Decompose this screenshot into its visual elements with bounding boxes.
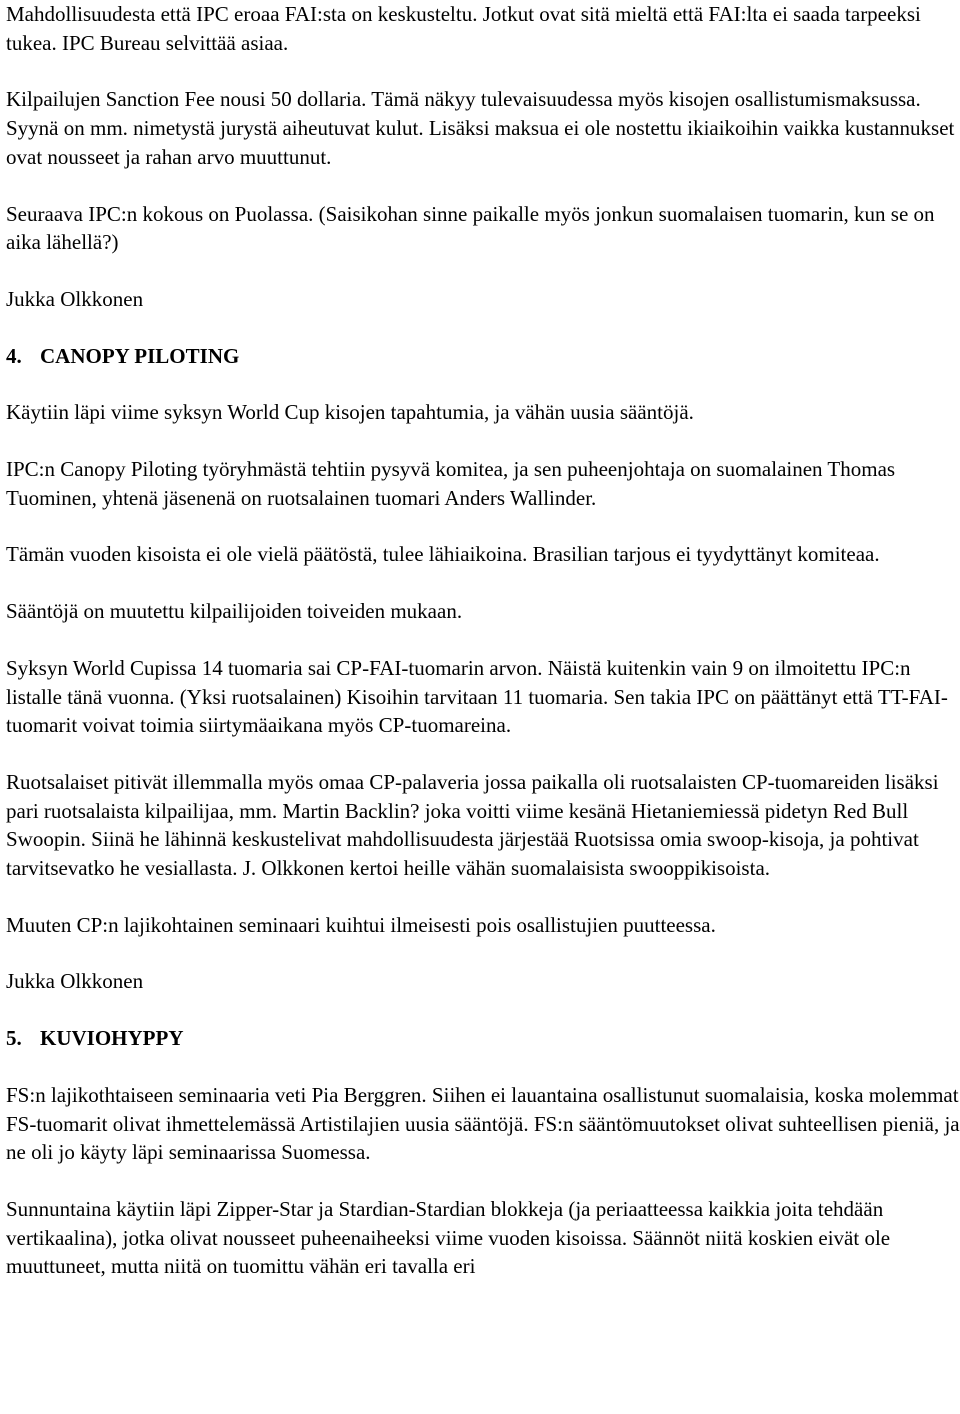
section-title: CANOPY PILOTING <box>40 343 240 368</box>
section-number: 5. <box>6 1026 22 1051</box>
author-signature: Jukka Olkkonen <box>6 286 144 311</box>
paragraph-cp-committee: IPC:n Canopy Piloting työryhmästä tehtiin pysyvä komitea, ja sen puheenjohtaja on suomalainen Thomas Tuominen, yhtenä jäsenenä on ruotsalainen tuomari Anders Wallinder. <box>6 457 896 510</box>
paragraph-cp-judges: Syksyn World Cupissa 14 tuomaria sai CP-FAI-tuomarin arvon. Näistä kuitenkin vain 9 on ilmoitettu IPC:n listalle tänä vuonna. (Yksi ruotsalainen) Kisoihin tarvitaan 11 tuomaria. Sen takia IPC on päättänyt että TT-FAI-tuomarit voivat toimia siirtymäaikana myös CP-tuomareina. <box>6 655 948 738</box>
paragraph-fs-seminar: FS:n lajikothtaiseen seminaaria veti Pia Berggren. Siihen ei lauantaina osallistunut suomalaisia, koska molemmat FS-tuomarit olivat ihmettelemässä Artistilajien uusia sääntöjä. FS:n sääntömuutokset olivat suhteellisen pieniä, ja ne oli jo käyty läpi seminaarissa Suomessa. <box>6 1082 960 1165</box>
author-signature: Jukka Olkkonen <box>6 969 144 994</box>
paragraph-world-cup-review: Käytiin läpi viime syksyn World Cup kisojen tapahtumia, ja vähän uusia sääntöjä. <box>6 400 694 425</box>
paragraph-sunday-blocks: Sunnuntaina käytiin läpi Zipper-Star ja Stardian-Stardian blokkeja (ja periaatteessa kaikkia joita tehdään vertikaalina), jotka olivat nousseet puheenaiheeksi viime vuoden kisoissa. Säännöt niitä koskien eivät ole muuttuneet, mutta niitä on tuomittu vähän eri tavalla eri <box>6 1196 891 1279</box>
section-title: KUVIOHYPPY <box>40 1026 184 1051</box>
section-heading-kuviohyppy <box>6 1024 960 1053</box>
paragraph-sanction-fee: Kilpailujen Sanction Fee nousi 50 dollaria. Tämä näkyy tulevaisuudessa myös kisojen osallistumismaksussa. Syynä on mm. nimetystä jurystä aiheutuvat kulut. Lisäksi maksua ei ole nostettu ikiaikoihin vaikka kustannukset ovat nousseet ja rahan arvo muuttunut. <box>6 87 955 169</box>
paragraph-next-meeting: Seuraava IPC:n kokous on Puolassa. (Saisikohan sinne paikalle myös jonkun suomalaisen tuomarin, kun se on aika lähellä?) <box>6 201 935 255</box>
paragraph-cp-seminar: Muuten CP:n lajikohtainen seminaari kuihtui ilmeisesti pois osallistujien puutteessa. <box>6 912 716 937</box>
paragraph-this-year-competitions: Tämän vuoden kisoista ei ole vielä päätöstä, tulee lähiaikoina. Brasilian tarjous ei tyydyttänyt komiteaa. <box>6 542 880 567</box>
paragraph-rules-changed: Sääntöjä on muutettu kilpailijoiden toiveiden mukaan. <box>6 599 463 624</box>
section-heading-canopy-piloting <box>6 342 960 371</box>
section-number: 4. <box>6 343 22 368</box>
paragraph-swedish-cp-meeting: Ruotsalaiset pitivät illemmalla myös omaa CP-palaveria jossa paikalla oli ruotsalaisten CP-tuomareiden lisäksi pari ruotsalaista kilpailijaa, mm. Martin Backlin? joka voitti viime kesänä Hietaniemiessä pidetyn Red Bull Swoopin. Siinä he lähinnä keskustelivat mahdollisuudesta järjestää Ruotsissa omia swoop-kisoja, ja pohtivat tarvitsevatko he vesiallasta. J. Olkkonen kertoi heille vähän suomalaisista swooppikisoista. <box>6 769 939 881</box>
paragraph-ipc-fai: Mahdollisuudesta että IPC eroaa FAI:sta on keskusteltu. Jotkut ovat sitä mieltä että FAI:lta ei saada tarpeeksi tukea. IPC Bureau selvittää asiaa. <box>6 2 921 55</box>
